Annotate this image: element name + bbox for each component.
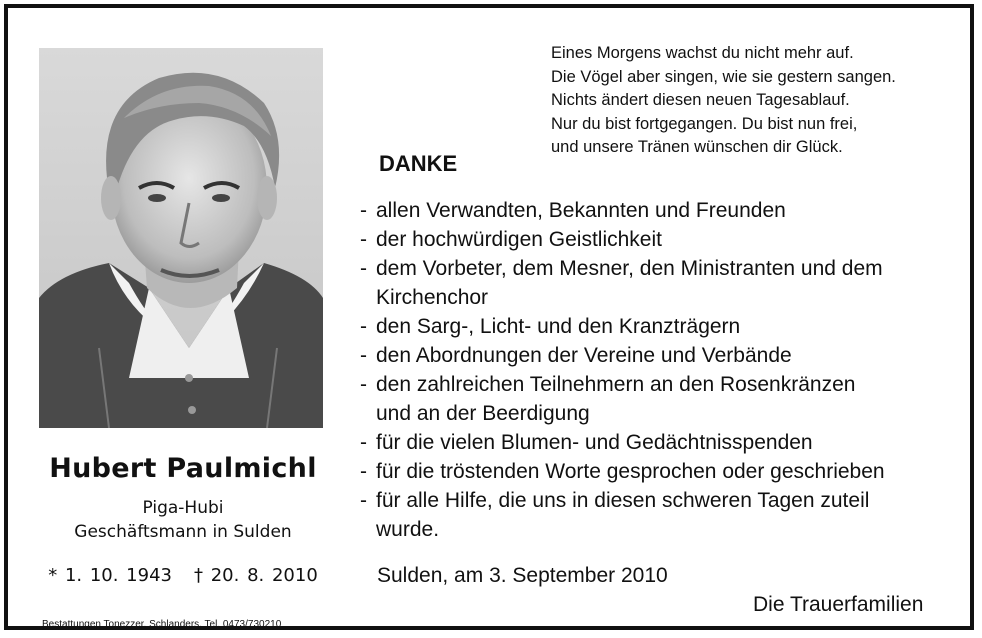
thanks-item: - für die tröstenden Worte gesprochen oder geschrieben — [360, 460, 885, 483]
poem-line: Eines Morgens wachst du nicht mehr auf. — [551, 44, 854, 62]
thanks-item: - dem Vorbeter, dem Mesner, den Ministranten und dem Kirchenchor — [360, 257, 883, 309]
thanks-item: - der hochwürdigen Geistlichkeit — [360, 228, 662, 251]
memorial-poem — [551, 42, 896, 160]
occupation: Geschäftsmann in Sulden — [74, 522, 292, 542]
thanks-item: - für alle Hilfe, die uns in diesen schweren Tagen zuteil wurde. — [360, 489, 870, 541]
undertaker-footer: Bestattungen Tonezzer, Schlanders, Tel. 0473/730210 — [42, 619, 282, 630]
poem-line: Die Vögel aber singen, wie sie gestern sangen. — [551, 67, 896, 86]
death-date: † 20. 8. 2010 — [194, 565, 318, 586]
thanks-heading: DANKE — [379, 151, 458, 176]
life-dates — [28, 565, 338, 586]
thanks-item: - den Abordnungen der Vereine und Verbände — [360, 344, 792, 367]
poem-line: und unsere Tränen wünschen dir Glück. — [551, 138, 843, 156]
place-date: Sulden, am 3. September 2010 — [377, 564, 668, 587]
thanks-item: - für die vielen Blumen- und Gedächtnisspenden — [360, 431, 813, 454]
nickname: Piga-Hubi — [142, 498, 224, 518]
portrait-photo — [39, 48, 323, 428]
poem-line: Nichts ändert diesen neuen Tagesablauf. — [551, 91, 850, 109]
birth-date: * 1. 10. 1943 — [48, 565, 172, 586]
poem-line: Nur du bist fortgegangen. Du bist nun frei, — [551, 114, 858, 133]
obituary-card — [4, 4, 974, 630]
signature: Die Trauerfamilien — [753, 593, 924, 616]
deceased-name: Hubert Paulmichl — [49, 453, 317, 484]
thanks-item: - den zahlreichen Teilnehmern an den Rosenkränzen und an der Beerdigung — [360, 373, 856, 425]
thanks-list — [360, 196, 885, 544]
thanks-item: - den Sarg-, Licht- und den Kranzträgern — [360, 315, 741, 338]
thanks-item: - allen Verwandten, Bekannten und Freunden — [360, 199, 786, 222]
